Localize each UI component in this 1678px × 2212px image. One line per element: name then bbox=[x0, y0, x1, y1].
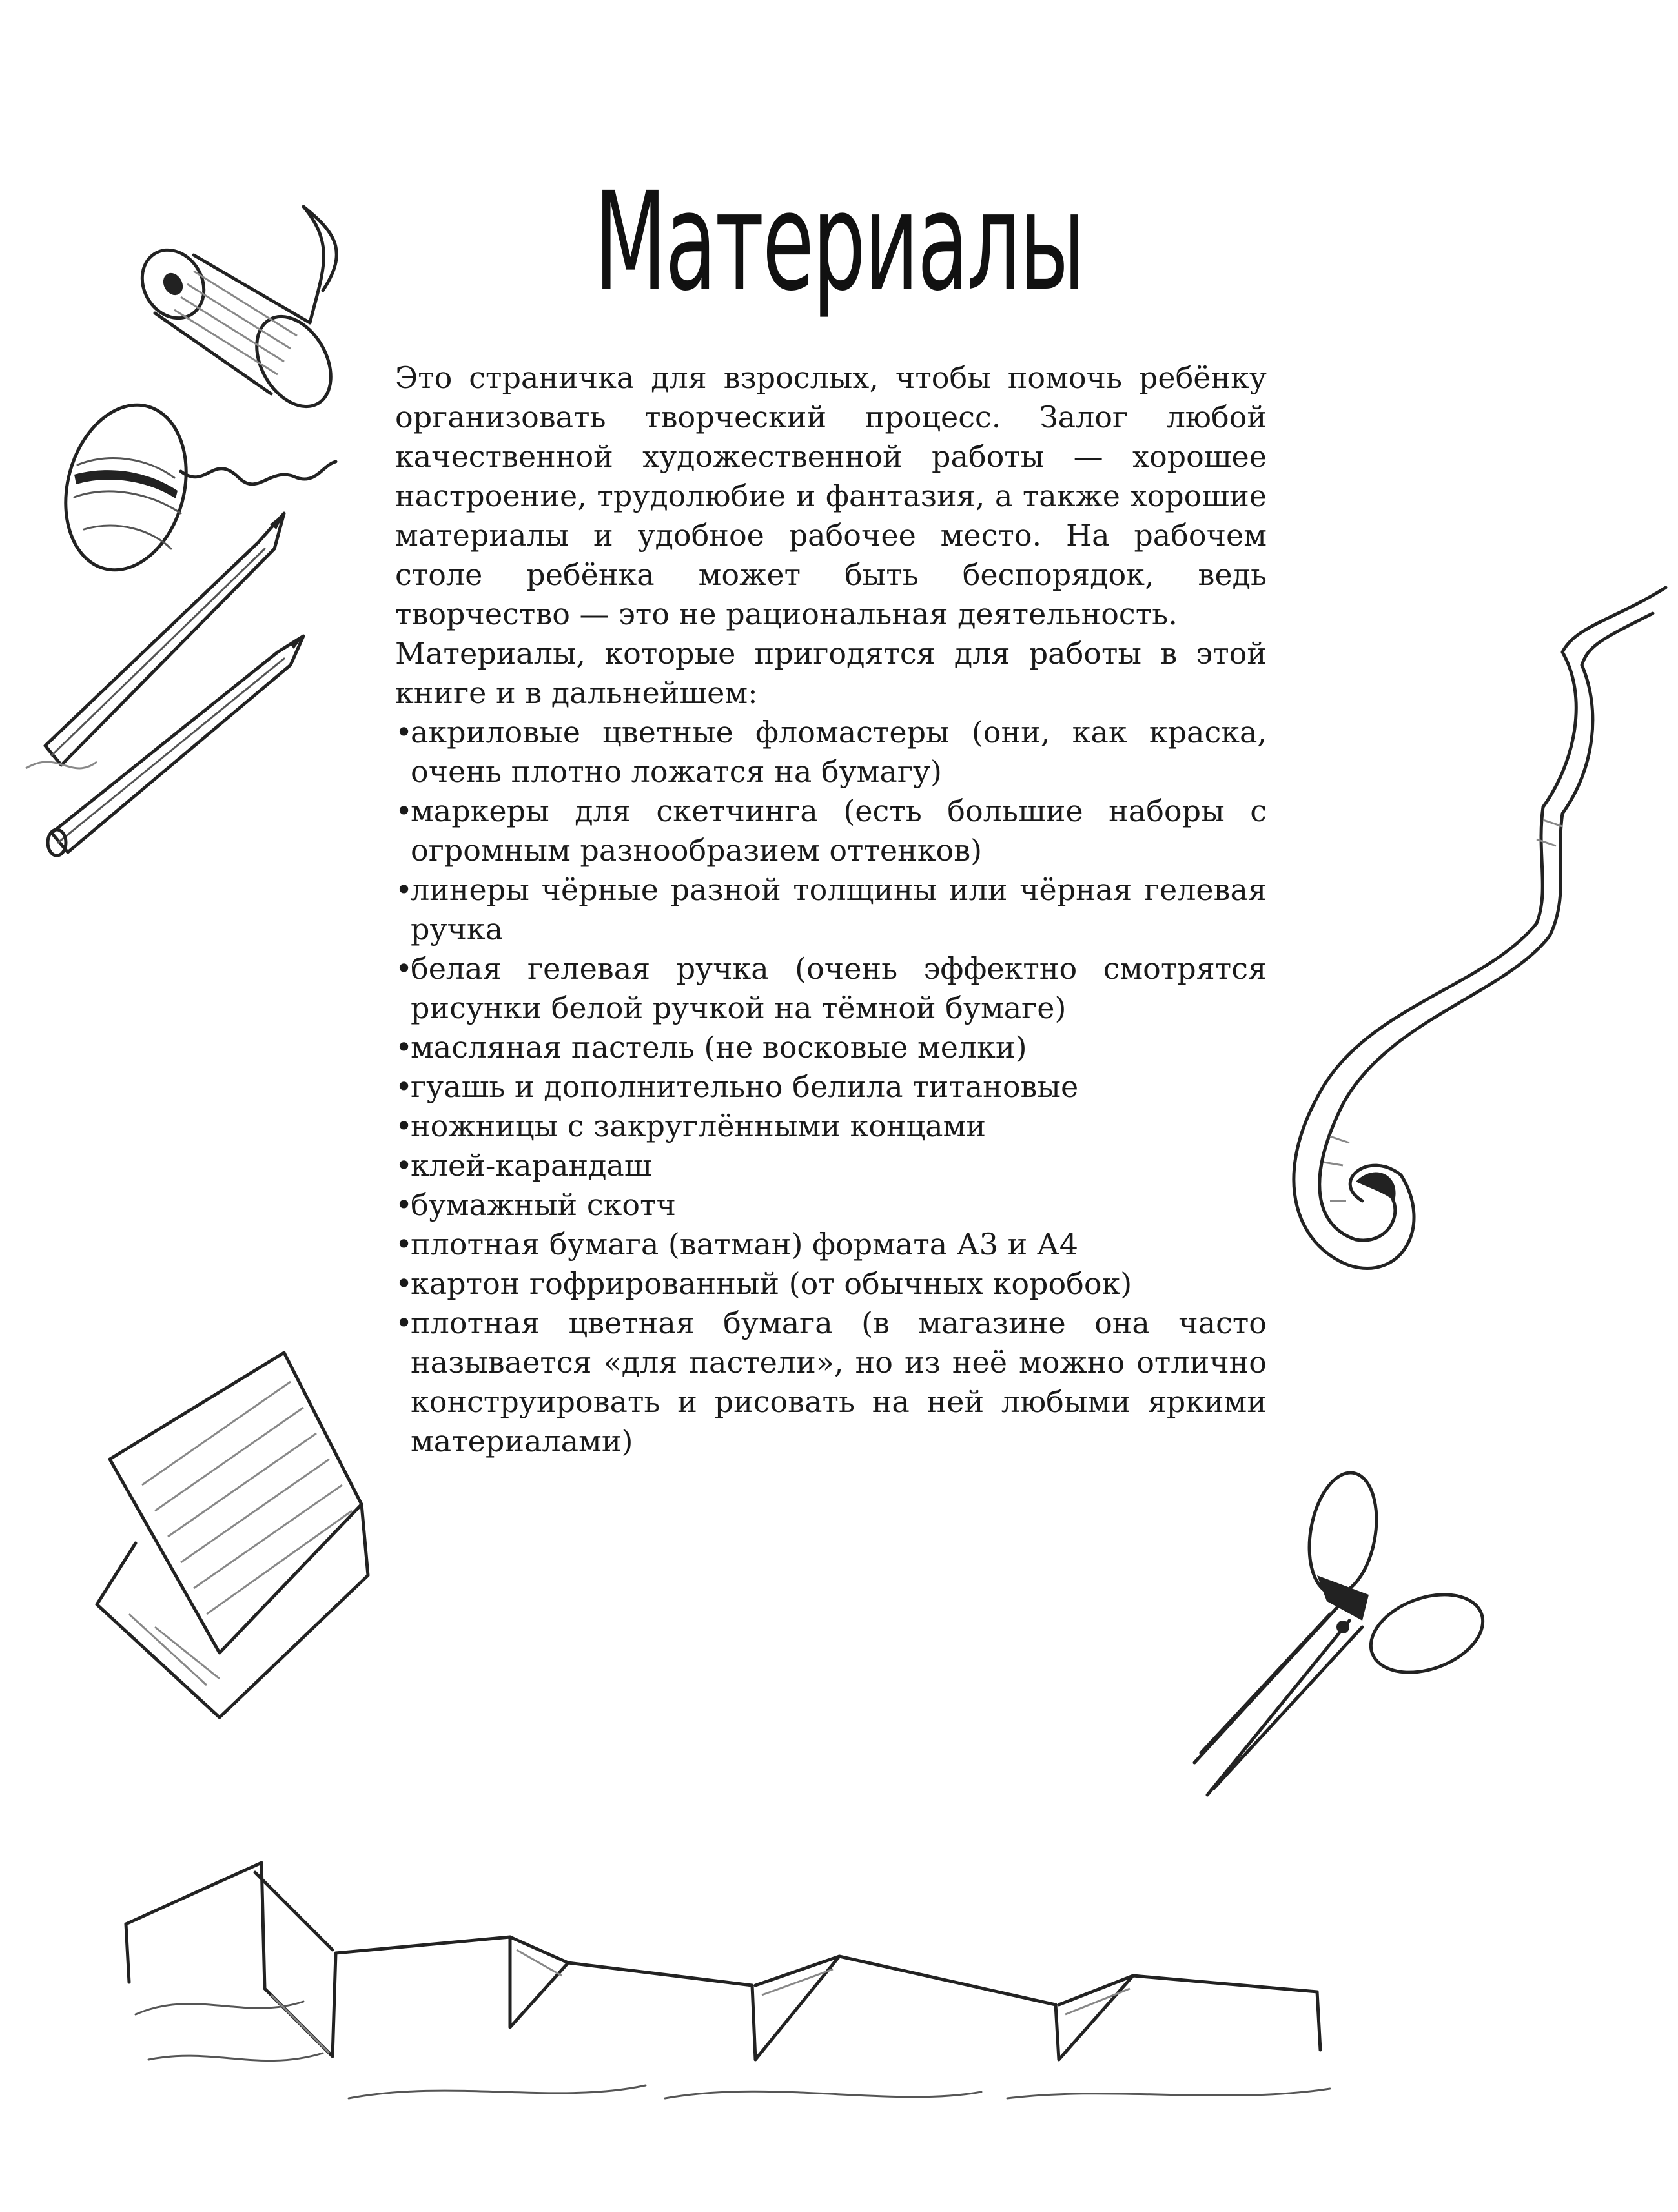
list-item: • ножницы с закруглёнными концами bbox=[395, 1107, 1267, 1146]
list-item: • маркеры для скетчинга (есть большие наборы с огромным разнообразием оттенков) bbox=[395, 792, 1267, 870]
list-item: • плотная бумага (ватман) формата А3 и А4 bbox=[395, 1225, 1267, 1264]
scissors-icon bbox=[1194, 1468, 1493, 1795]
thread-spool-icon bbox=[130, 207, 346, 420]
folded-paper-strip-icon bbox=[126, 1863, 1330, 2098]
list-item: • бумажный скотч bbox=[395, 1185, 1267, 1225]
page-title: Материалы bbox=[594, 163, 1085, 321]
list-item: • плотная цветная бумага (в магазине она часто называется «для пастели», но из неё можно отлично конструировать и рисовать на ней любыми яркими материалами) bbox=[395, 1304, 1267, 1461]
pencil-icon bbox=[26, 513, 303, 855]
materials-list bbox=[395, 713, 1267, 1461]
twine-ball-icon bbox=[48, 391, 336, 584]
list-item: • белая гелевая ручка (очень эффектно смотрятся рисунки белой ручкой на тёмной бумаге) bbox=[395, 949, 1267, 1028]
list-item: • масляная пастель (не восковые мелки) bbox=[395, 1028, 1267, 1067]
list-item: • гуашь и дополнительно белила титановые bbox=[395, 1067, 1267, 1107]
materials-text bbox=[395, 358, 1267, 1461]
list-item: • акриловые цветные фломастеры (они, как краска, очень плотно ложатся на бумагу) bbox=[395, 713, 1267, 792]
list-intro: Материалы, которые пригодятся для работы в этой книге и в дальнейшем: bbox=[395, 636, 1267, 710]
list-item: • картон гофрированный (от обычных коробок) bbox=[395, 1264, 1267, 1304]
intro-paragraph: Это страничка для взрослых, чтобы помочь ребёнку организовать творческий процесс. Залог любой качественной художественной работы — хорошее настроение, трудолюбие и фантазия, а также хорошие материалы и удобное рабочее место. На рабочем столе ребёнка может быть беспорядок, ведь творчество — это не рациональная деятельность. bbox=[395, 360, 1267, 631]
list-item: • клей-карандаш bbox=[395, 1146, 1267, 1185]
ribbon-icon bbox=[1294, 588, 1666, 1268]
paper-sheets-icon bbox=[97, 1353, 368, 1717]
list-item: • линеры чёрные разной толщины или чёрная гелевая ручка bbox=[395, 870, 1267, 949]
